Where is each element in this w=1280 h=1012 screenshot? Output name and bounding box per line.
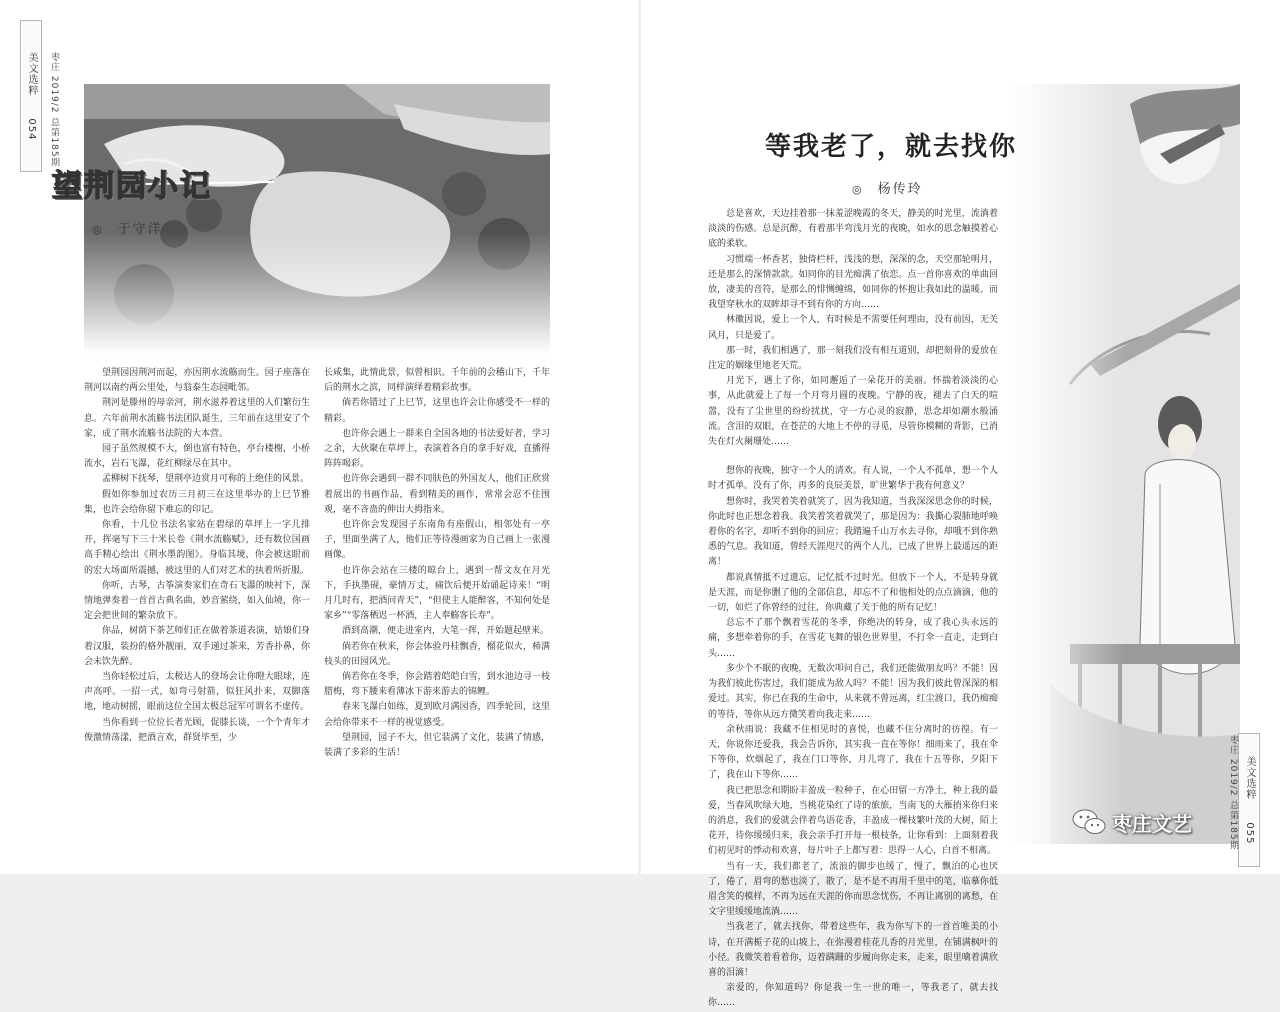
paragraph: 我已把思念和期盼丰盈成一粒种子，在心田留一方净土，种上我的最爱，当春风吹绿大地，当桃花染红了诗的旅旅，当南飞的大雁捎来你归来的消息，我们的爱就会伴着鸟语花香，丰盈成一棵枝繁叶茂的大树，陌上花开，待你缓缓归来，我会亲手打开每一根枝条，让你看到：上面刻着我们初见时的悸动和欢喜，每片叶子上都写着：思得一人心，白首不相离。 — [708, 785, 998, 857]
paragraph: 也许你会遇到一群不同肤色的外国友人，他们正欣赏着展出的书画作品，看到精美的画作，常常会忍不住围观，毫不吝啬的伸出大拇指来。 — [324, 474, 550, 515]
paragraph: 当你看到一位位长者光顾，促膝长谈，一个个青年才俊激情荡漾，把酒言欢，群贤毕至，少 — [84, 717, 310, 743]
paragraph: 假如你参加过农历三月初三在这里举办的上巳节雅集，也许会给你留下难忘的印记。 — [84, 489, 310, 515]
article-title: 等我老了，就去找你 — [765, 132, 1018, 162]
paragraph: 你看，十几位书法名家站在碧绿的草坪上一字儿排开，挥毫写下三十米长卷《荆水流觞赋》，还有数位国画高手精心绘出《荆水墨韵图》。身临其境，你会被这眼前的宏大场面所震撼，被这里的人们对艺术的执着所折服。 — [84, 520, 310, 576]
bullet-icon: ◎ — [92, 223, 104, 236]
paragraph: 林徽因说，爱上一个人，有时候是不需要任何理由，没有前因，无关风月，只是爱了。 — [708, 315, 998, 341]
paragraph: 当有一天，我们都老了，流浪的脚步也缓了，慢了，飘泊的心也厌了，倦了，眉弯的愁也淡了，散了，是不是不再用千里中的笔，临摹你低眉含笑的模样，不再为远在天涯的你而思念忧伤，不再让离别的离愁，在文字里缓缓地流淌…… — [708, 861, 998, 918]
section-tab-label: 美文选粹 — [1244, 755, 1255, 800]
author-name: 于守洋 — [117, 222, 163, 237]
author-name: 杨传玲 — [877, 182, 923, 197]
paragraph: 你听，古琴，古筝演奏家们在奇石飞瀑的映衬下，深情地弹奏着一首首古典名曲，妙音萦绕，如入仙境，你一定会把世间的繁杂放下。 — [84, 580, 310, 622]
paragraph: 总是喜欢，天边挂着那一抹羞涩晚霞的冬天，静美的时光里，流淌着淡淡的伤感。总是沉醉，有着那半弯浅月光的夜晚，如水的思念触摸着心底的柔软。 — [708, 209, 998, 250]
paragraph: 那一时，我们相遇了，那一刻我们没有相互道别，却把刻骨的爱放在注定的姻缘里地老天荒。 — [708, 345, 998, 372]
running-head: 枣庄 2019/2 总第185期 — [49, 52, 59, 168]
paragraph: 倘若你在秋来，你会体验丹桂飘香，榴花似火，柿满枝头的田园风光。 — [324, 641, 550, 667]
paragraph: 望荆园因荆河而起，亦因荆水流觞而生。园子座落在荆河以南约两公里处，与翁泰生态园毗邻。 — [84, 368, 310, 394]
right-page — [641, 0, 1280, 1009]
paragraph: 也许你会发现园子东南角有座假山，相邻处有一亭子，里面坐满了人，他们正等待漫画家为自己画上一张漫画像。 — [324, 520, 550, 561]
paragraph: 春来飞瀑白如练，夏到欧月满园香，四季轮回，这里会给你带来不一样的视觉感受。 — [324, 702, 550, 728]
article-author — [92, 218, 163, 237]
paragraph: 也许你会遇上一群来自全国各地的书法爱好者，学习之余，大伙聚在草坪上，表演着各自的拿手好戏，直播得阵阵喝彩。 — [324, 428, 550, 470]
page-number: 054 — [26, 118, 37, 141]
paragraph: 长咸集，此情此景，似曾相识。千年前的会稽山下，千年后的荆水之滨，同样演绎着精彩故事。 — [324, 368, 550, 394]
paragraph: 当我老了，就去找你，带着这些年，我为你写下的一首首唯美的小诗，在开满栀子花的山坡上，在弥漫着桂花儿香的月光里，在铺满枫叶的小径。我微笑着看着你，迈着蹒跚的步履向你走来，走来，眼里噙着满欣喜的泪滴！ — [708, 922, 998, 978]
paragraph: 当你轻松过后，太极达人的登场会让你瞪大眼球，连声高呼。一招一式，如弯弓射箭，似狂风扑来，双脚落地，地动树摇，眼前这位全国太极总冠军可谓名不虚传。 — [84, 672, 310, 713]
article-author — [852, 178, 923, 197]
paragraph: 习惯端一杯香茗，独倚栏杆，浅浅的想，深深的念，天空那轮明月，还是那么的深情款款。如同你的目光痴满了依恋。点一首你喜欢的单曲回放，凄美的音符，是那么的悱恻缠绵，如同你的怀抱让我如此的温暖。而我望穿秋水的双眸却寻不到有你的方向…… — [708, 254, 998, 311]
article-body — [708, 207, 998, 1012]
article-column-1 — [84, 366, 310, 746]
paragraph: 想你时，我哭着笑着就笑了，因为我知道，当我深深思念你的时候，你此时也正想念着我。我笑着笑着就哭了，那是因为：我撕心裂肺地呼唤着你的名字，却听不到你的回应；我踏遍千山万水去寻你，却哦不到你熟悉的气息。我知道，曾经天涯咫尺的两个人儿，已成了世界上最遥远的距离！ — [708, 496, 998, 568]
watermark-text: 枣庄文艺 — [1112, 812, 1192, 836]
paragraph: 亲爱的，你知道吗？你是我一生一世的唯一，等我老了，就去找你…… — [708, 983, 998, 1009]
section-tab — [20, 20, 42, 172]
paragraph: 倘若你在冬季，你会踏着皑皑白雪，到水池边寻一枝腊梅，弯下腰来看薄冰下游来游去的锦鲤。 — [324, 672, 550, 698]
paragraph: 月光下，遇上了你，如同邂逅了一朵花开的美丽。怀揣着淡淡的心事，从此就爱上了每一个月弯月圆的夜晚。宁静的夜，褪去了白天的喧嚣，没有了尘世里的纷纷扰扰，守一方心灵的寂静，思念却如潮水般涌流。含泪的双眼，在苍茫的大地上不停的寻觅，尽管你模糊的背影，已消失在灯火阑珊处…… — [708, 376, 998, 448]
paragraph: 望荆园，园子不大，但它装满了文化，装满了情感，装满了多彩的生活！ — [324, 732, 550, 759]
paragraph: 你品，树荫下茶艺师们正在做着茶道表演，姑娘们身着汉服，装扮的格外靓丽，双手递过茶来，芳香扑鼻，你会未饮先醉。 — [84, 626, 310, 667]
section-tab-label: 美文选粹 — [26, 51, 37, 96]
left-page — [0, 0, 638, 874]
paragraph: 倘若你错过了上巳节，这里也许会让你感受不一样的精彩。 — [324, 398, 550, 424]
paragraph: 多少个不眠的夜晚，无数次叩问自己，我们还能做朋友吗？不能！因为我们彼此伤害过，我们能成为敌人吗？不能！因为我们彼此曾深深的相爱过。其实，你已在我的生命中，从来就不曾远离，红尘渡口，我仍痴痴的等待，等你从远方微笑着向我走来…… — [708, 663, 998, 720]
paragraph: 都说真情抵不过遗忘，记忆抵不过时光。但放下一个人，不是转身就是天涯，而是你删了他的全部信息，却忘不了和他相处的点点滴滴，他的一切，如烂了你曾经的过往，你典藏了关于他的所有记忆！ — [708, 572, 998, 614]
paragraph: 总忘不了那个飘着雪花的冬季，你绝决的转身，成了我心头永远的痛，多想牵着你的手，在雪花飞舞的银色世界里，不打伞一直走，走到白头…… — [708, 618, 998, 659]
paragraph: 余秋雨说：我藏不住相见时的喜悦，也藏不住分离时的彷徨。有一天，你说你还爱我，我会告诉你，其实我一直在等你！细雨来了，我在伞下等你，炊烟起了，我在门口等你，月儿弯了，我在十五等你，夕阳下了，我在山下等你…… — [708, 724, 998, 781]
bullet-icon: ◎ — [852, 183, 864, 196]
section-tab — [1238, 733, 1260, 867]
paragraph: 也许你会站在三楼的晾台上，遇到一帮文友在月光下，手执墨砚，豪情万丈，痛饮后便开始诵起诗来！“明月几时有，把酒问青天”，“但使主人能醉客，不知何处是家乡”“零落栖迟一杯酒，主人奉觞客长寿”。 — [324, 565, 550, 622]
running-head: 枣庄 2019/2 总第185期 — [1228, 735, 1238, 851]
paragraph: 荆河是滕州的母亲河，荆水滋养着这里的人们繁衍生息。六年前荆水流觞书法团队诞生，三年前在这里安了个家，成了荆水流觞书法院的大本营。 — [84, 398, 310, 439]
paragraph-gap — [708, 450, 998, 464]
article-column-2 — [324, 366, 550, 761]
wechat-icon — [1072, 808, 1106, 836]
article-title: 望荆园小记 — [52, 169, 212, 204]
lady-illustration — [1010, 84, 1240, 844]
paragraph: 孟柳树下抚琴，望荆亭边赏月可称的上绝佳的风景。 — [102, 474, 310, 485]
paragraph: 园子虽然规模不大，倒也富有特色，亭台楼榭，小桥流水，岩石飞瀑，花红柳绿尽在其中。 — [84, 444, 310, 470]
page-number: 055 — [1244, 822, 1255, 845]
paragraph: 酒到高潮，便走进室内，大笔一挥，开始题起壁来。 — [342, 626, 550, 637]
paragraph: 想你的夜晚，独守一个人的清欢。有人说，一个人不孤单，想一个人时才孤单。没有了你，再多的良辰美景，旷世繁华于我有何意义？ — [708, 466, 998, 492]
